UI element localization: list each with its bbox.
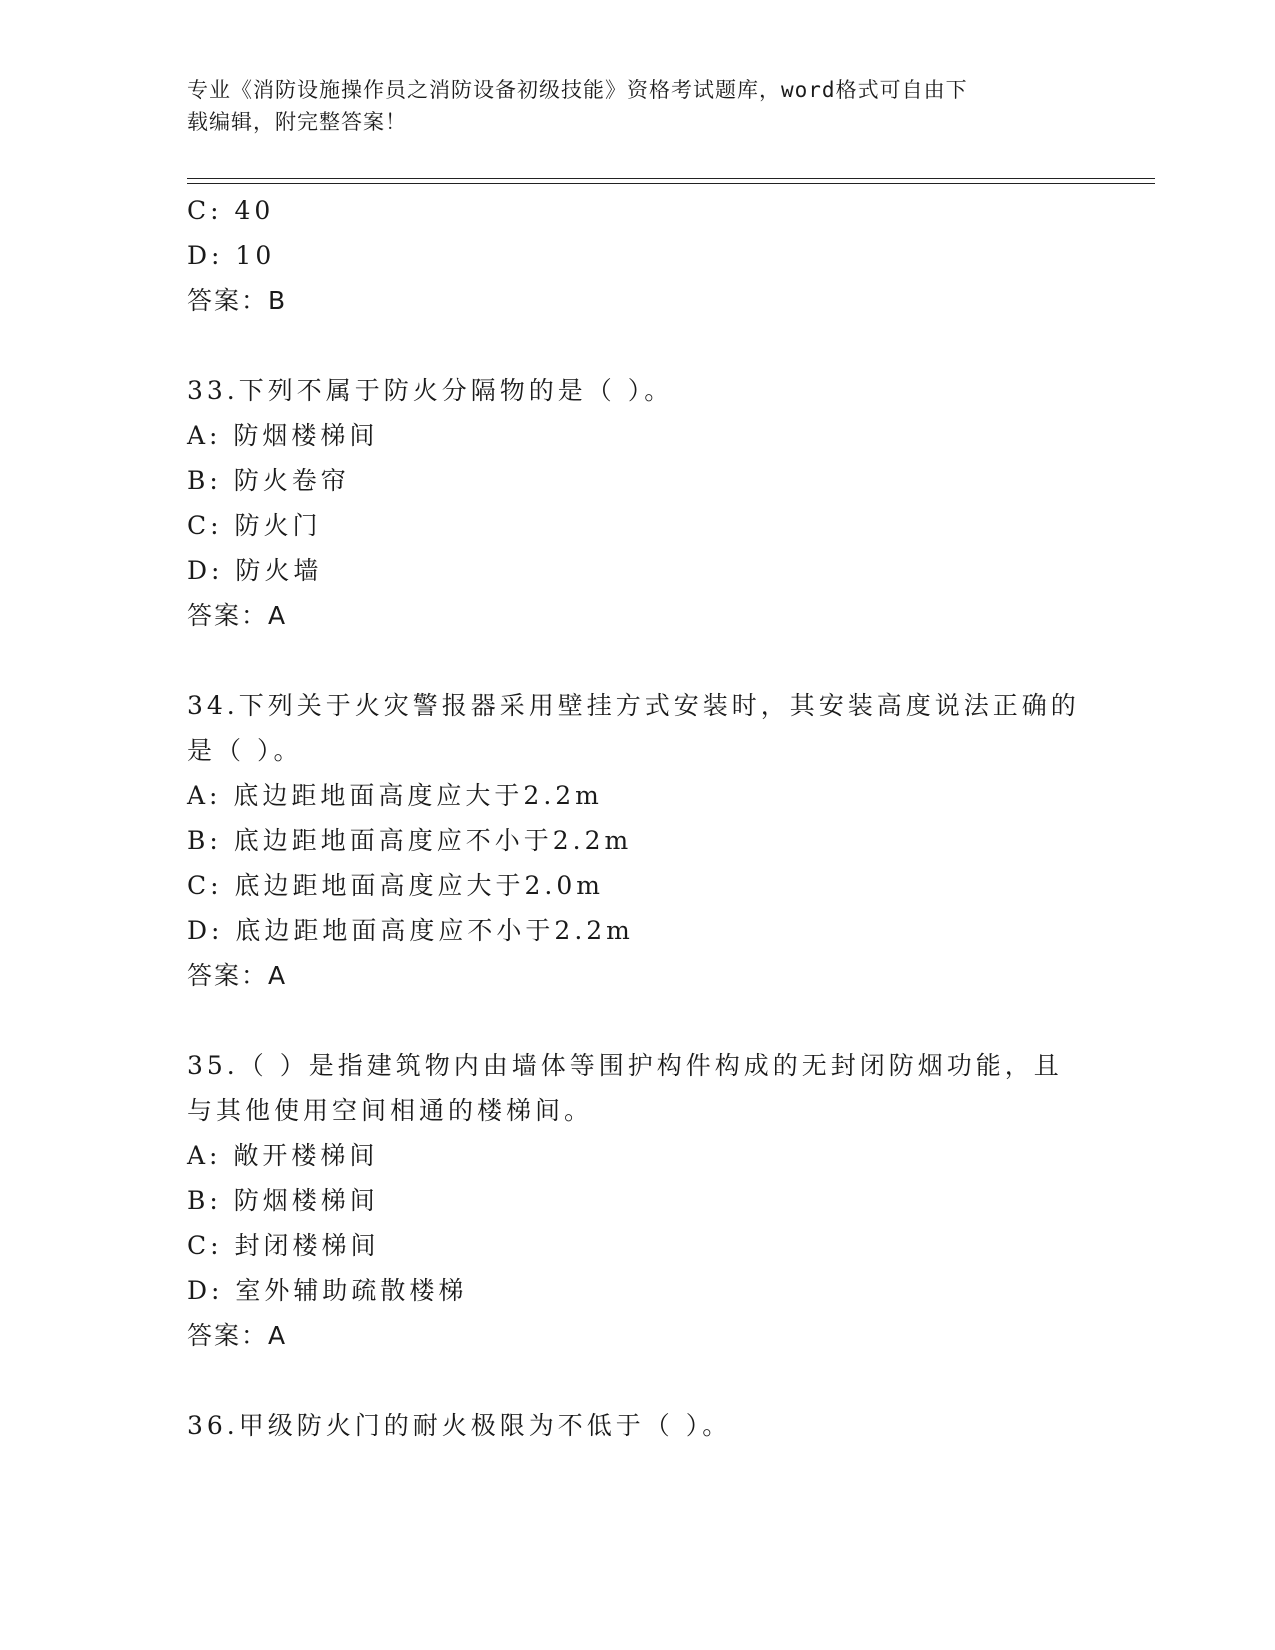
question-text-cont: 与其他使用空间相通的楼梯间。 [187, 1096, 594, 1125]
header-rule-bottom [187, 183, 1155, 184]
option-a: A: 防烟楼梯间 [187, 421, 379, 450]
question-text: 36.甲级防火门的耐火极限为不低于（ ）。 [187, 1411, 732, 1440]
document-header [187, 74, 1067, 138]
answer-label: 答案：A [187, 961, 288, 990]
answer-label: 答案：A [187, 601, 288, 630]
option-d: D: 10 [187, 241, 276, 270]
option-a: A: 敞开楼梯间 [187, 1141, 379, 1170]
option-b: B: 防烟楼梯间 [187, 1186, 379, 1215]
option-d: D: 底边距地面高度应不小于2.2m [187, 916, 634, 945]
option-b: B: 底边距地面高度应不小于2.2m [187, 826, 633, 855]
question-text: 35.（ ）是指建筑物内由墙体等围护构件构成的无封闭防烟功能，且 [187, 1051, 1063, 1080]
option-d: D: 室外辅助疏散楼梯 [187, 1276, 468, 1305]
question-text: 34.下列关于火灾警报器采用壁挂方式安装时，其安装高度说法正确的 [187, 691, 1080, 720]
option-a: A: 底边距地面高度应大于2.2m [187, 781, 603, 810]
option-b: B: 防火卷帘 [187, 466, 350, 495]
option-c: C: 40 [187, 196, 275, 225]
answer-label: 答案：A [187, 1321, 288, 1350]
option-c: C: 封闭楼梯间 [187, 1231, 380, 1260]
option-c: C: 防火门 [187, 511, 322, 540]
question-text-cont: 是（ ）。 [187, 736, 303, 765]
question-text: 33.下列不属于防火分隔物的是（ ）。 [187, 376, 674, 405]
option-c: C: 底边距地面高度应大于2.0m [187, 871, 604, 900]
header-line-2: 载编辑，附完整答案！ [187, 110, 407, 134]
header-rule-top [187, 178, 1155, 179]
answer-label: 答案：B [187, 286, 288, 315]
header-line-1: 专业《消防设施操作员之消防设备初级技能》资格考试题库，word格式可自由下 [187, 78, 968, 102]
option-d: D: 防火墙 [187, 556, 323, 585]
